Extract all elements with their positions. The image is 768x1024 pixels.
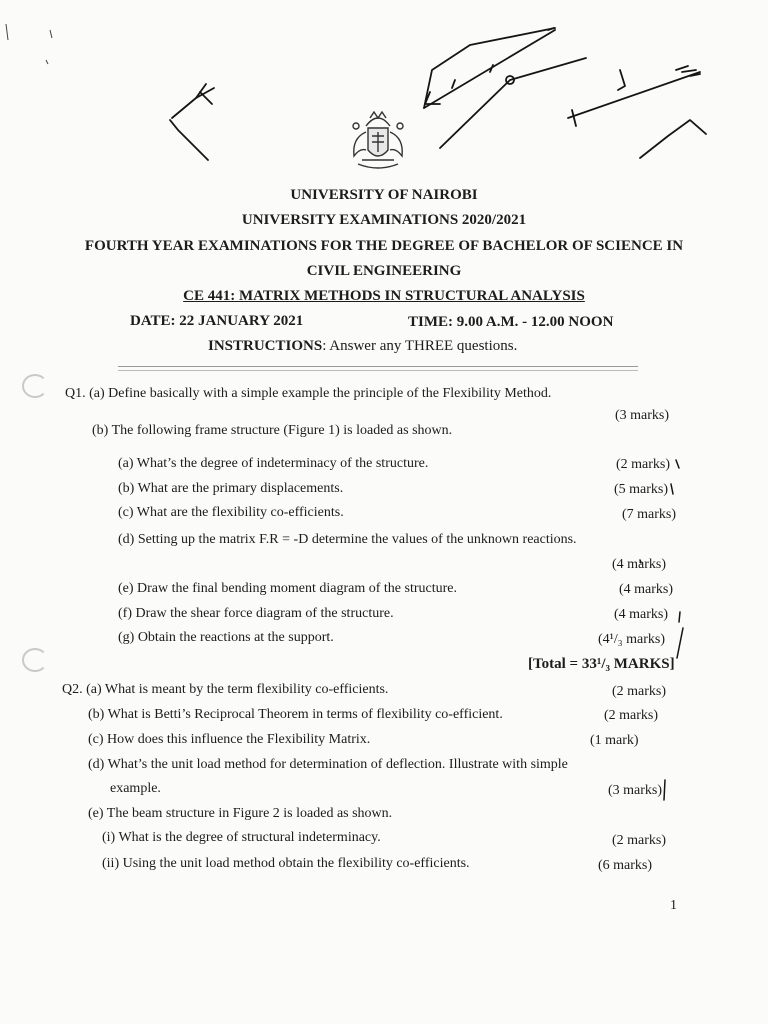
q1-item: (b) What are the primary displacements. xyxy=(118,481,344,496)
q1-item-marks: (4 marks) xyxy=(619,582,674,597)
q2-item: Q2. (a) What is meant by the term flexibility co-efficients. xyxy=(62,682,389,697)
q2-item: example. xyxy=(110,781,161,796)
university-name: UNIVERSITY OF NAIROBI xyxy=(290,187,478,203)
q2-item: (b) What is Betti’s Reciprocal Theorem in terms of flexibility co-efficient. xyxy=(88,707,503,722)
university-crest-logo xyxy=(344,104,412,176)
q1-item-marks: (5 marks) xyxy=(614,482,669,497)
q2-item: (e) The beam structure in Figure 2 is loaded as shown. xyxy=(88,806,393,821)
q2-item: (ii) Using the unit load method obtain the flexibility co-efficients. xyxy=(102,856,470,871)
q1-item: (c) What are the flexibility co-efficients. xyxy=(118,505,344,520)
punch-hole-mark xyxy=(22,648,48,672)
q1-item: (a) What’s the degree of indeterminacy of the structure. xyxy=(118,456,429,471)
punch-hole-mark xyxy=(22,374,48,398)
q1-part-a: Q1. (a) Define basically with a simple example the principle of the Flexibility Method. xyxy=(65,386,552,401)
q2-item-marks: (1 mark) xyxy=(590,733,639,748)
page-number: 1 xyxy=(670,898,677,913)
q1-item-marks: (7 marks) xyxy=(622,507,677,522)
q1-item: (e) Draw the final bending moment diagram of the structure. xyxy=(118,581,457,596)
q1-item-marks: (4 marks) xyxy=(614,607,669,622)
q2-item: (i) What is the degree of structural indeterminacy. xyxy=(102,830,381,845)
degree-line-1: FOURTH YEAR EXAMINATIONS FOR THE DEGREE OF BACHELOR OF SCIENCE IN xyxy=(84,238,684,254)
q2-item-marks: (6 marks) xyxy=(598,858,653,873)
q1-item: (f) Draw the shear force diagram of the structure. xyxy=(118,606,394,621)
q2-item-marks: (2 marks) xyxy=(612,833,667,848)
q2-item-marks: (2 marks) xyxy=(612,684,667,699)
course-title: CE 441: MATRIX METHODS IN STRUCTURAL ANALYSIS xyxy=(183,288,585,304)
q2-item-marks: (2 marks) xyxy=(604,708,659,723)
instructions-label: INSTRUCTIONS xyxy=(208,338,323,354)
q1-item: (d) Setting up the matrix F.R = -D determine the values of the unknown reactions. xyxy=(118,532,577,547)
q2-item-marks: (3 marks) xyxy=(608,783,663,798)
instructions xyxy=(208,338,517,355)
q1-item-marks: (2 marks) xyxy=(616,457,671,472)
q1-total: [Total = 33¹/₃ MARKS] xyxy=(528,656,675,672)
q1-part-b: (b) The following frame structure (Figure 1) is loaded as shown. xyxy=(92,423,453,438)
q2-item: (c) How does this influence the Flexibility Matrix. xyxy=(88,732,371,747)
q1-item-marks: (4¹/₃ marks) xyxy=(598,632,666,647)
q1-item-marks: (4 marks) xyxy=(612,557,667,572)
exam-session: UNIVERSITY EXAMINATIONS 2020/2021 xyxy=(241,212,527,228)
q2-item: (d) What’s the unit load method for determination of deflection. Illustrate with simple xyxy=(88,757,568,772)
exam-date: DATE: 22 JANUARY 2021 xyxy=(130,313,304,329)
q1-item: (g) Obtain the reactions at the support. xyxy=(118,630,334,645)
q1-a-marks: (3 marks) xyxy=(615,408,670,423)
header-divider xyxy=(118,366,638,371)
exam-time: TIME: 9.00 A.M. - 12.00 NOON xyxy=(408,314,614,330)
degree-line-2: CIVIL ENGINEERING xyxy=(306,263,462,279)
instructions-text: : Answer any THREE questions. xyxy=(322,338,518,354)
